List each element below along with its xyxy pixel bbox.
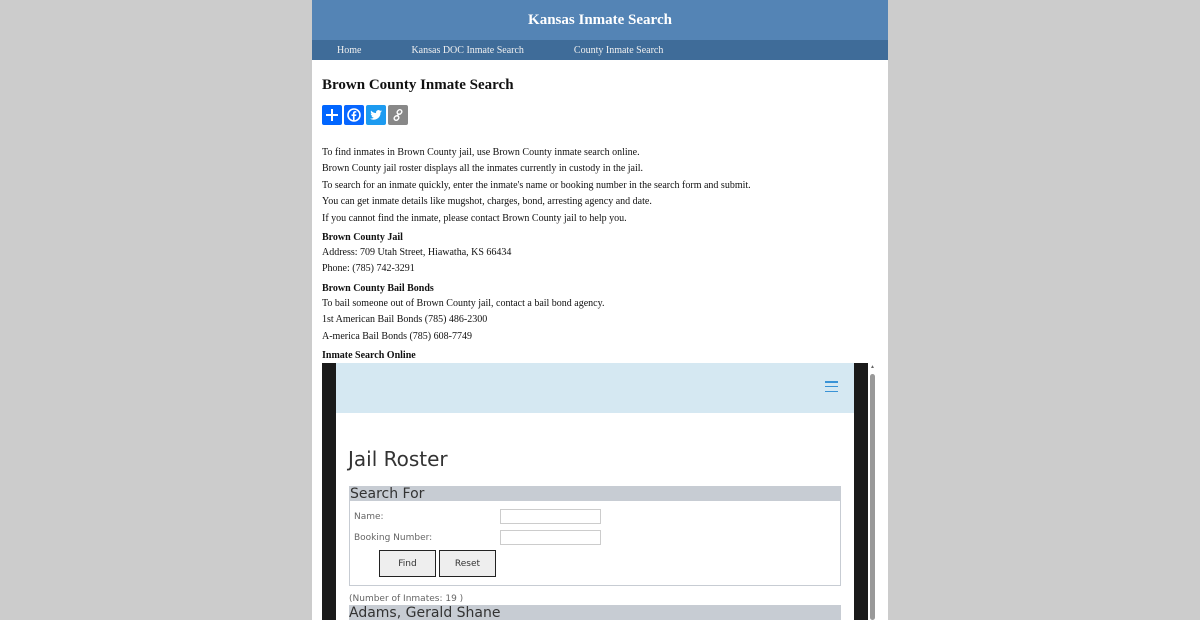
bail-intro: To bail someone out of Brown County jail, contact a bail bond agency. [322, 297, 605, 309]
name-label: Name: [354, 511, 384, 522]
nav-county-search[interactable]: County Inmate Search [573, 44, 664, 56]
jail-phone: Phone: (785) 742-3291 [322, 263, 415, 275]
find-button[interactable]: Find [379, 550, 436, 577]
main-content [312, 77, 888, 363]
link-icon [391, 108, 405, 122]
intro-line: If you cannot find the inmate, please contact Brown County jail to help you. [322, 212, 627, 224]
twitter-share-button[interactable] [366, 105, 386, 125]
twitter-icon [369, 108, 383, 122]
hamburger-menu-icon[interactable] [825, 381, 838, 392]
copy-link-button[interactable] [388, 105, 408, 125]
frame-scrollbar[interactable] [868, 363, 877, 620]
plus-icon [325, 108, 339, 122]
scrollbar-thumb[interactable] [870, 374, 875, 620]
intro-line: To search for an inmate quickly, enter the inmate's name or booking number in the search form and submit. [322, 179, 751, 191]
site-header [312, 0, 888, 40]
scroll-up-arrow-icon[interactable]: ▲ [870, 365, 875, 370]
name-input[interactable] [500, 509, 601, 524]
intro-line: You can get inmate details like mugshot, charges, bond, arresting agency and date. [322, 196, 652, 208]
page-title: Brown County Inmate Search [322, 77, 514, 93]
main-nav [312, 40, 888, 60]
roster-title: Jail Roster [348, 447, 448, 471]
search-form [349, 486, 841, 586]
reset-button[interactable]: Reset [439, 550, 496, 577]
bail-agency: A-merica Bail Bonds (785) 608-7749 [322, 330, 472, 342]
intro-text [322, 145, 878, 227]
facebook-icon [347, 108, 361, 122]
search-heading: Search For [350, 487, 840, 501]
page-container [312, 0, 888, 620]
nav-home[interactable]: Home [337, 44, 362, 56]
share-bar [322, 105, 878, 125]
intro-line: To find inmates in Brown County jail, use Brown County inmate search online. [322, 147, 640, 158]
inmate-count: (Number of Inmates: 19 ) [349, 594, 464, 604]
embedded-roster-frame [322, 363, 877, 620]
jail-address: Address: 709 Utah Street, Hiawatha, KS 66434 [322, 247, 512, 259]
jail-heading: Brown County Jail [322, 232, 403, 244]
online-search-heading: Inmate Search Online [322, 350, 416, 362]
roster-viewport [336, 363, 854, 620]
frame-border-right [854, 363, 868, 620]
share-button[interactable] [322, 105, 342, 125]
roster-header [336, 363, 854, 413]
site-title[interactable]: Kansas Inmate Search [528, 11, 672, 28]
facebook-share-button[interactable] [344, 105, 364, 125]
nav-kansas-doc[interactable]: Kansas DOC Inmate Search [411, 44, 524, 56]
bail-agency: 1st American Bail Bonds (785) 486-2300 [322, 314, 488, 326]
inmate-name-heading[interactable]: Adams, Gerald Shane [349, 605, 841, 620]
bail-heading: Brown County Bail Bonds [322, 282, 434, 294]
booking-number-label: Booking Number: [354, 532, 433, 543]
intro-line: Brown County jail roster displays all the inmates currently in custody in the jail. [322, 163, 644, 175]
booking-number-input[interactable] [500, 530, 601, 545]
